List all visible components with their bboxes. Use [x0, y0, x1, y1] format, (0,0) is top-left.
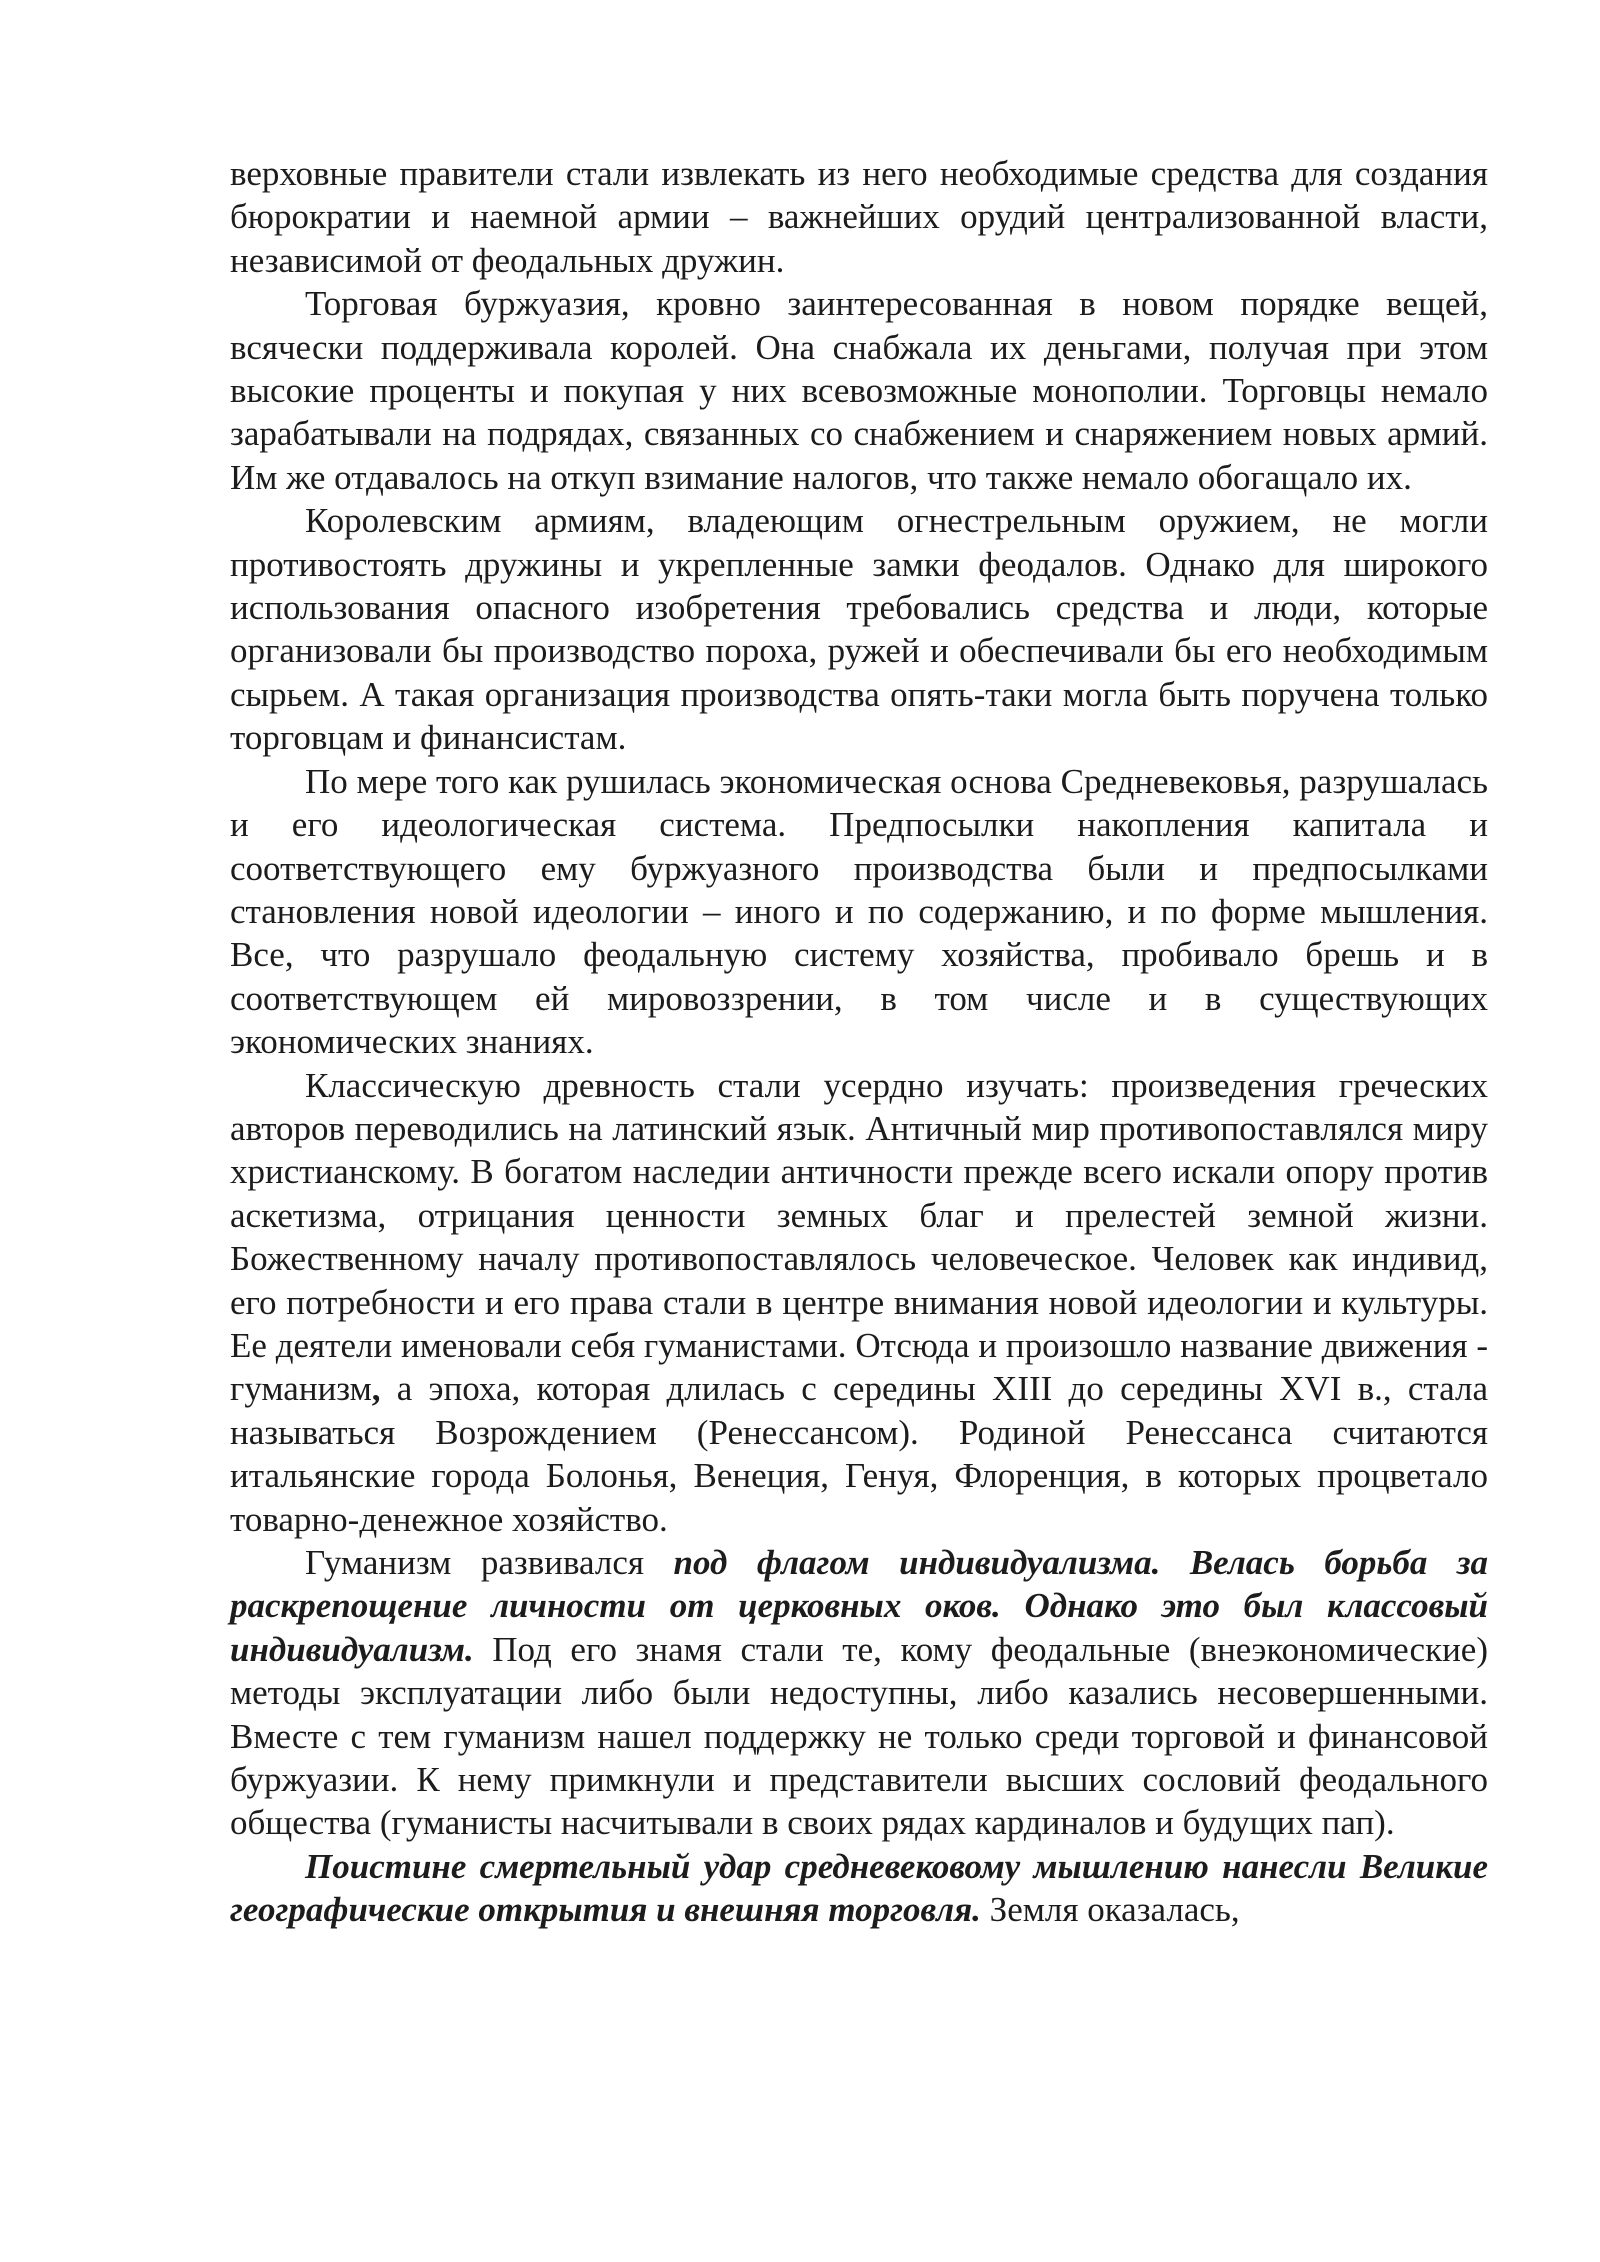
paragraph: [230, 1064, 1488, 1541]
paragraph: [230, 282, 1488, 499]
paragraph-text: верховные правители стали извлекать из него необходимые средства для создания бюрократии и наемной армии – важнейших орудий централизованной власти, независимой от феодальных дружин.: [230, 154, 1488, 280]
paragraph-text: Земля оказалась,: [980, 1890, 1240, 1930]
paragraph-text: а эпоха, которая длилась с середины XIII до середины XVI в., стала называться Возрождением (Ренессансом). Родиной Ренессанса считаются итальянские города Болонья, Венеция, Генуя, Флоренция, в которых процветало товарно-денежное хозяйство.: [230, 1369, 1488, 1539]
paragraph: [230, 1845, 1488, 1932]
paragraph-text: Гуманизм развивался: [305, 1543, 674, 1582]
document-page: [230, 152, 1488, 1932]
paragraph-text: По мере того как рушилась экономическая основа Средневековья, разрушалась и его идеологическая система. Предпосылки накопления капитала и соответствующего ему буржуазного производства были и предпосылками становления новой идеологии – иного и по содержанию, и по форме мышления. Все, что разрушало феодальную систему хозяйства, пробивало брешь и в соответствующем ей мировоззрении, в том числе и в существующих экономических знаниях.: [230, 761, 1488, 1062]
paragraph-text: Торговая буржуазия, кровно заинтересованная в новом порядке вещей, всячески поддерживала королей. Она снабжала их деньгами, получая при этом высокие проценты и покупая у них всевозможные монополии. Торговцы немало зарабатывали на подрядах, связанных со снабжением и снаряжением новых армий. Им же отдавалось на откуп взимание налогов, что также немало обогащало их.: [230, 284, 1488, 497]
paragraph: [230, 152, 1488, 282]
emphasis-text: под флагом индивидуализма. Велась борьба за раскрепощение личности от церковных оков. Однако это был классовый индивидуализм.: [230, 1543, 1488, 1669]
paragraph: [230, 499, 1488, 759]
paragraph: [230, 760, 1488, 1064]
emphasis-text: Поистине смертельный удар средневековому мышлению нанесли Великие географические открытия и внешняя торговля.: [230, 1846, 1488, 1930]
paragraph-text: Под его знамя стали те, кому феодальные (внеэкономические) методы эксплуатации либо были недоступны, либо казались несовершенными. Вместе с тем гуманизм нашел поддержку не только среди торговой и финансовой буржуазии. К нему примкнули и представители высших сословий феодального общества (гуманисты насчитывали в своих рядах кардиналов и будущих пап).: [230, 1629, 1488, 1843]
paragraph-text: Классическую древность стали усердно изучать: произведения греческих авторов переводились на латинский язык. Античный мир противопоставлялся миру христианскому. В богатом наследии античности прежде всего искали опору против аскетизма, отрицания ценности земных благ и прелестей земной жизни. Божественному началу противопоставлялось человеческое. Человек как индивид, его потребности и его права стали в центре внимания новой идеологии и культуры. Ее деятели именовали себя гуманистами. Отсюда и произошло название движения - гуманизм: [230, 1065, 1488, 1409]
paragraph: [230, 1541, 1488, 1845]
bold-comma: ,: [371, 1369, 381, 1409]
paragraph-text: Королевским армиям, владеющим огнестрельным оружием, не могли противостоять дружины и укрепленные замки феодалов. Однако для широкого использования опасного изобретения требовались средства и люди, которые организовали бы производство пороха, ружей и обеспечивали бы его необходимым сырьем. А такая организация производства опять-таки могла быть поручена только торговцам и финансистам.: [230, 501, 1488, 758]
